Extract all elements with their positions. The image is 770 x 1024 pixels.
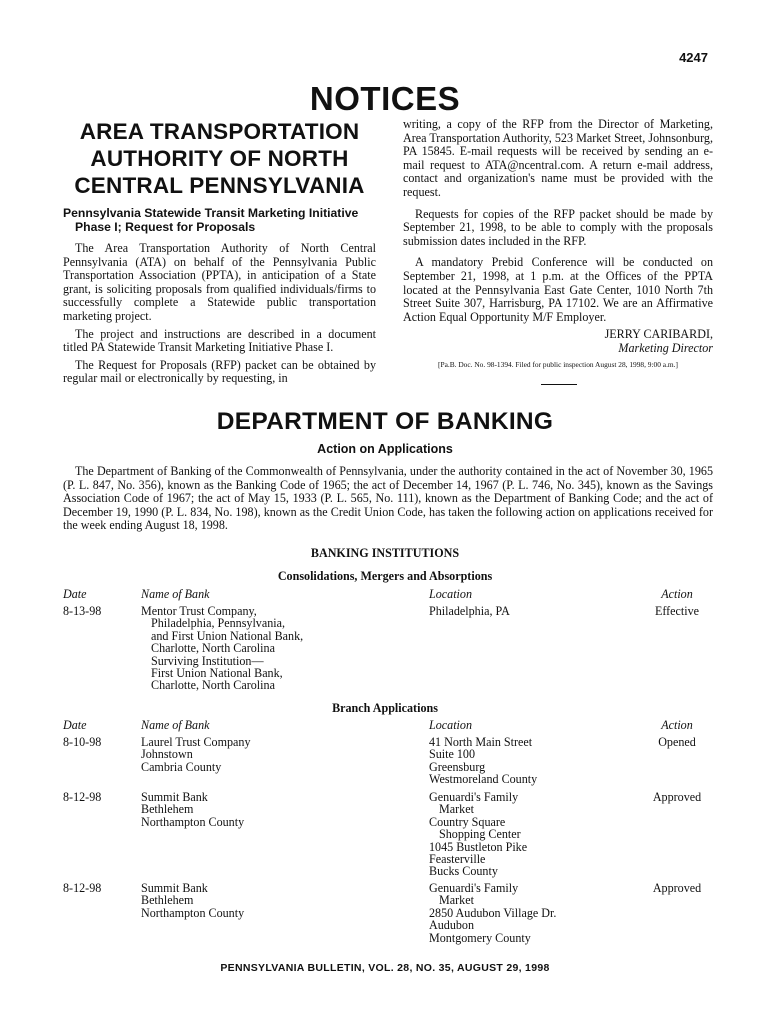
table-header-row <box>63 719 713 736</box>
row-name <box>141 882 244 919</box>
location-line: Market <box>439 802 474 817</box>
row-action: Effective <box>654 604 700 618</box>
page-number: 4247 <box>679 50 708 65</box>
row-date: 8-12-98 <box>63 790 102 804</box>
department-title: DEPARTMENT OF BANKING <box>216 408 554 435</box>
row-action: Opened <box>658 735 696 749</box>
name-line: Philadelphia, Pennsylvania, <box>151 616 286 631</box>
header-action: Action <box>661 587 693 601</box>
location-line: Shopping Center <box>439 827 521 842</box>
location-line: Genuardi's Family <box>429 790 519 804</box>
consolidations-table <box>63 588 713 695</box>
section-title: NOTICES <box>309 80 461 117</box>
notice-right-column <box>403 118 713 385</box>
row-action: Approved <box>652 790 702 804</box>
location-line: Country Square <box>429 814 506 829</box>
row-location <box>429 882 556 944</box>
name-line: Summit Bank <box>141 881 208 895</box>
agency-line: CENTRAL PENNSYLVANIA <box>74 173 365 198</box>
branch-applications-heading: Branch Applications <box>332 701 438 715</box>
name-line: Charlotte, North Carolina <box>151 678 275 693</box>
name-line: Surviving Institution— <box>151 653 264 668</box>
location-line: Suite 100 <box>429 747 476 762</box>
signer-title: Marketing Director <box>618 340 713 355</box>
table-header-row <box>63 588 713 605</box>
header-action: Action <box>661 718 693 732</box>
table-row <box>63 736 713 791</box>
agency-line: AREA TRANSPORTATION <box>79 119 360 144</box>
department-subtitle: Action on Applications <box>317 442 453 456</box>
name-line: Northampton County <box>141 905 245 920</box>
location-line: Westmoreland County <box>429 772 538 787</box>
agency-name <box>63 118 376 199</box>
name-line: Laurel Trust Company <box>141 735 251 749</box>
table-row <box>63 791 713 882</box>
header-date: Date <box>63 718 87 732</box>
agency-line: AUTHORITY OF NORTH <box>90 146 349 171</box>
name-line: Bethlehem <box>141 893 194 908</box>
location-line: Genuardi's Family <box>429 881 519 895</box>
row-action: Approved <box>652 881 702 895</box>
name-line: Northampton County <box>141 814 245 829</box>
location-line: Philadelphia, PA <box>429 604 510 618</box>
name-line: First Union National Bank, <box>151 666 283 681</box>
table-row <box>63 605 713 695</box>
row-name <box>141 605 303 692</box>
location-line: 41 North Main Street <box>429 735 533 749</box>
table-row <box>63 882 713 948</box>
notice-paragraph: writing, a copy of the RFP from the Director of Marketing, Area Transportation Authority, 523 Market Street, Johnsonburg, PA 15845. E-mail requests will be received by sending an e-mail request to ATA@ncentral.com. A return e-mail address, contact and organization's name must be provided with the request. <box>403 117 713 199</box>
consolidations-heading: Consolidations, Mergers and Absorptions <box>277 569 493 583</box>
notice-subhead: Pennsylvania Statewide Transit Marketing Initiative Phase I; Request for Proposals <box>63 206 359 234</box>
signer-name: JERRY CARIBARDI, <box>604 327 713 342</box>
row-date: 8-10-98 <box>63 735 102 749</box>
notice-left-column <box>63 118 376 390</box>
location-line: Feasterville <box>429 852 486 867</box>
row-date: 8-13-98 <box>63 604 102 618</box>
location-line: Audubon <box>429 918 475 933</box>
institutions-heading: BANKING INSTITUTIONS <box>310 546 460 560</box>
row-name <box>141 791 244 828</box>
doc-note: [Pa.B. Doc. No. 98-1394. Filed for public inspection August 28, 1998, 9:00 a.m.] <box>438 359 678 369</box>
notice-paragraph: The project and instructions are described in a document titled PA Statewide Transit Marketing Initiative Phase I. <box>63 326 376 355</box>
name-line: Summit Bank <box>141 790 208 804</box>
location-line: 2850 Audubon Village Dr. <box>429 905 557 920</box>
row-location <box>429 605 510 617</box>
header-name: Name of Bank <box>141 587 210 601</box>
location-line: Montgomery County <box>429 930 531 945</box>
page-footer: PENNSYLVANIA BULLETIN, VOL. 28, NO. 35, AUGUST 29, 1998 <box>220 962 550 974</box>
location-line: Greensburg <box>429 759 486 774</box>
name-line: Johnstown <box>141 747 193 762</box>
name-line: Charlotte, North Carolina <box>151 641 275 656</box>
branch-table <box>63 719 713 948</box>
name-line: Cambria County <box>141 759 222 774</box>
notice-paragraph: The Request for Proposals (RFP) packet can be obtained by regular mail or electronically by requesting, in <box>63 357 376 386</box>
banking-intro: The Department of Banking of the Commonwealth of Pennsylvania, under the authority contained in the act of November 30, 1965 (P. L. 847, No. 356), known as the Banking Code of 1965; the act of December 14, 1967 (P. L. 746, No. 345), known as the Savings Association Code of 1967; the act of May 15, 1933 (P. L. 565, No. 111), known as the Department of Banking Code; and the act of December 19, 1990 (P. L. 834, No. 198), known as the Credit Union Code, has taken the following action on applications received for the week ending August 18, 1998. <box>63 464 713 533</box>
row-location <box>429 736 537 786</box>
notice-paragraph: Requests for copies of the RFP packet should be made by September 21, 1998, to be able to comply with the proposals submission dates included in the RFP. <box>403 206 713 248</box>
header-location: Location <box>429 718 473 732</box>
row-location <box>429 791 527 878</box>
section-divider <box>541 384 577 385</box>
row-name <box>141 736 251 773</box>
header-location: Location <box>429 587 473 601</box>
notice-paragraph: A mandatory Prebid Conference will be conducted on September 21, 1998, at 1 p.m. at the Offices of the PPTA located at the Pennsylvania East Gate Center, 1010 North 7th Street Suite 307, Harrisburg, PA 17102. We are an Affirmative Action Equal Opportunity M/F Employer. <box>403 255 713 324</box>
header-name: Name of Bank <box>141 718 210 732</box>
name-line: Bethlehem <box>141 802 194 817</box>
header-date: Date <box>63 587 87 601</box>
location-line: Bucks County <box>429 864 498 879</box>
notice-paragraph: The Area Transportation Authority of North Central Pennsylvania (ATA) on behalf of the Pennsylvania Public Transportation Association (PPTA), in anticipation of a State grant, is soliciting proposals from qualified individuals/firms to successfully complete a Statewide public transportation marketing project. <box>63 241 376 323</box>
row-date: 8-12-98 <box>63 881 102 895</box>
location-line: Market <box>439 893 474 908</box>
name-line: and First Union National Bank, <box>151 628 304 643</box>
name-line: Mentor Trust Company, <box>141 604 257 618</box>
location-line: 1045 Bustleton Pike <box>429 839 528 854</box>
